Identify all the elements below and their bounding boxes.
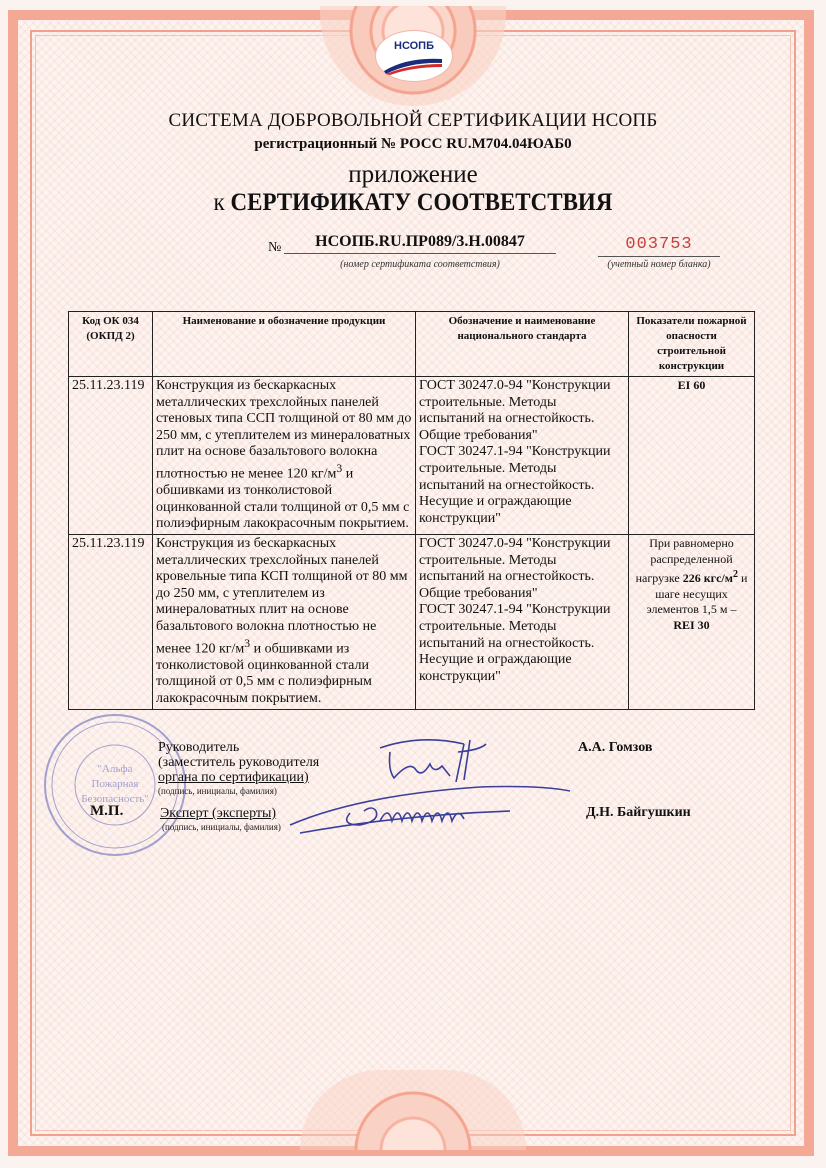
product-text-b: и обшивками из тонколистовой оцинкованной стали толщиной от 0,5 мм с полиэфирным лакокрасочным покрытием. (156, 641, 372, 706)
row-product (153, 377, 416, 535)
standard-2: ГОСТ 30247.1-94 "Конструкции строительные. Методы испытаний на огнестойкость. Несущие и ограждающие конструкции" (419, 444, 611, 526)
head-label-line-1: Руководитель (158, 740, 240, 755)
header-code: Код ОК 034 (ОКПД 2) (69, 312, 153, 377)
row-indicator: EI 60 (629, 377, 755, 535)
head-name: А.А. Гомзов (578, 740, 653, 755)
number-sign: № (268, 240, 282, 255)
product-sup: 3 (336, 461, 343, 475)
expert-label: Эксперт (эксперты) (160, 806, 277, 821)
standard-2: ГОСТ 30247.1-94 "Конструкции строительные. Методы испытаний на огнестойкость. Несущие и ограждающие конструкции" (419, 602, 611, 684)
blank-number-caption: (учетный номер бланка) (607, 259, 711, 270)
row-standard (416, 535, 629, 710)
flag-swoosh-icon (382, 55, 444, 75)
products-table (68, 311, 755, 710)
row-product (153, 535, 416, 710)
logo-text: НСОПБ (394, 40, 434, 52)
nsopb-logo (375, 30, 453, 82)
table-row (69, 377, 755, 535)
certificate-number: НСОПБ.RU.ПР089/3.Н.00847 (284, 233, 556, 254)
registration-number: регистрационный № РОСС RU.М704.04ЮАБ0 (254, 136, 572, 152)
stamp-line-1: "Альфа (97, 763, 133, 775)
annex-prefix: к (213, 189, 225, 216)
indicator-rating: REI 30 (673, 617, 710, 632)
header-product: Наименование и обозначение продукции (153, 312, 416, 377)
row-code: 25.11.23.119 (69, 535, 153, 710)
certificate-number-caption: (номер сертификата соответствия) (340, 259, 500, 270)
indicator-part-2: и шаге несущих элементов 1,5 м – (646, 571, 748, 616)
table-row (69, 535, 755, 710)
product-text-a: Конструкция из бескаркасных металлических трехслойных панелей кровельные типа КСП толщиной от 80 мм до 250 мм, с утеплителем из минераловатных плит на основе базальтового волокна плотностью не менее 120 кг/м (156, 536, 408, 657)
annex-word: приложение (348, 161, 478, 188)
row-code: 25.11.23.119 (69, 377, 153, 535)
blank-number: 003753 (598, 235, 720, 257)
expert-name: Д.Н. Байгушкин (586, 805, 691, 820)
product-text-a: Конструкция из бескаркасных металлических трехслойных панелей стеновых типа ССП толщиной от 80 мм до 250 мм, с утеплителем из минераловатных плит на основе базальтового волокна плотностью не менее 120 кг/м (156, 378, 412, 482)
product-text-b: и обшивками из тонколистовой оцинкованной стали толщиной от 0,5 мм с полиэфирным лакокрасочным покрытием. (156, 466, 410, 532)
expert-signature-icon (280, 775, 580, 845)
row-indicator (629, 535, 755, 710)
annex-title-text: СЕРТИФИКАТУ СООТВЕТСТВИЯ (230, 189, 613, 216)
head-label-line-2: (заместитель руководителя (158, 755, 320, 770)
organization-stamp (40, 710, 190, 860)
annex-title (33, 189, 793, 217)
product-sup: 3 (244, 636, 251, 650)
head-signature-caption: (подпись, инициалы, фамилия) (158, 786, 277, 796)
head-label-line-3: органа по сертификации) (158, 770, 309, 785)
stamp-line-2: Пожарная (91, 778, 139, 790)
header-standard: Обозначение и наименование национального стандарта (416, 312, 629, 377)
expert-signature-caption: (подпись, инициалы, фамилия) (162, 822, 281, 832)
standard-1: ГОСТ 30247.0-94 "Конструкции строительные. Методы испытаний на огнестойкость. Общие требования" (419, 536, 611, 601)
standard-1: ГОСТ 30247.0-94 "Конструкции строительные. Методы испытаний на огнестойкость. Общие требования" (419, 378, 611, 443)
indicator-sup: 2 (732, 569, 738, 580)
row-standard (416, 377, 629, 535)
indicator-part-1: При равномерно распределенной нагрузке (635, 536, 734, 585)
stamp-place-label: М.П. (90, 803, 124, 819)
system-title: СИСТЕМА ДОБРОВОЛЬНОЙ СЕРТИФИКАЦИИ НСОПБ (168, 110, 658, 131)
table-header-row (69, 312, 755, 377)
header-indicators: Показатели пожарной опасности строительной конструкции (629, 312, 755, 377)
indicator-load: 226 кгс/м (682, 571, 733, 585)
stamp-line-3: Безопасность" (81, 793, 149, 805)
